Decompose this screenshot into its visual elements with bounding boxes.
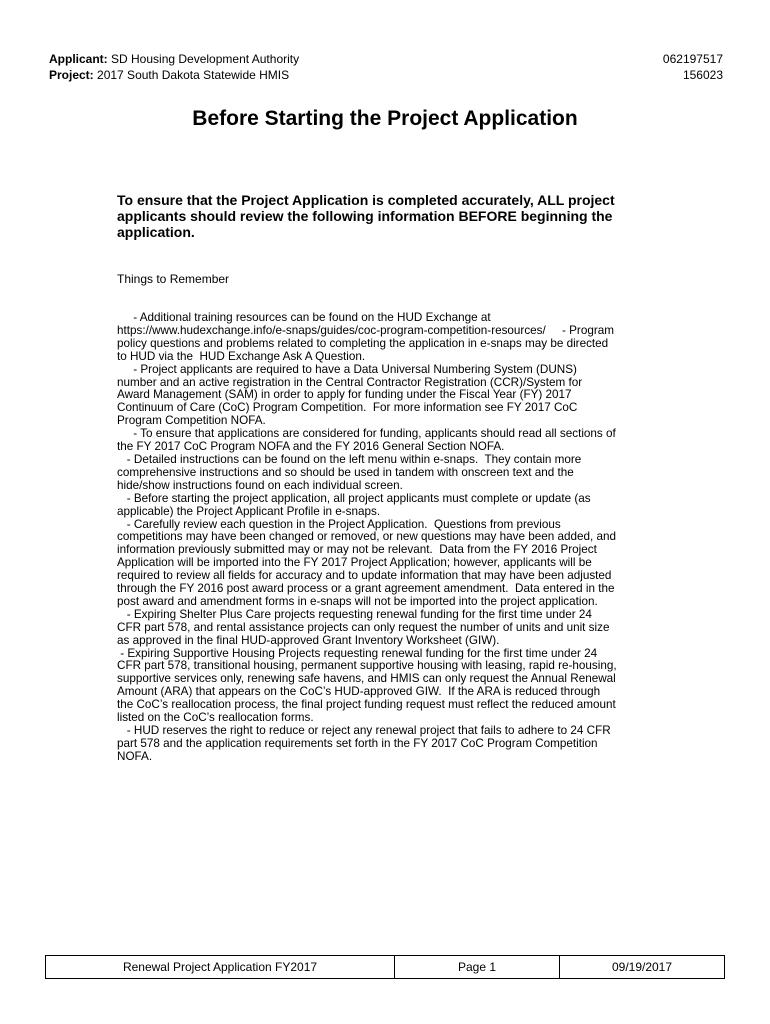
body-line: competitions may have been changed or removed, or new questions may have been added, and [117, 530, 616, 544]
footer-application-name: Renewal Project Application FY2017 [46, 956, 395, 978]
body-line: Award Management (SAM) in order to apply for funding under the Fiscal Year (FY) 2017 [117, 388, 572, 402]
things-to-remember-heading: Things to Remember [117, 272, 230, 286]
intro-paragraph: To ensure that the Project Application is completed accurately, ALL project applicants should review the following information BEFORE beginning the application. [117, 192, 615, 240]
applicant-info [49, 51, 299, 67]
project-name: 2017 South Dakota Statewide HMIS [97, 68, 290, 82]
body-line: - Additional training resources can be found on the HUD Exchange at [117, 311, 491, 324]
body-line: applicable) the Project Applicant Profile in e-snaps. [117, 504, 381, 518]
body-line: the CoC’s reallocation process, the final project funding request must reflect the reduced amount [117, 698, 616, 712]
body-line: the FY 2017 CoC Program NOFA and the FY 2016 General Section NOFA. [117, 440, 505, 454]
body-line: comprehensive instructions and so should be used in tandem with onscreen text and the [117, 465, 574, 479]
instructions-body [117, 312, 662, 764]
body-line: information previously submitted may or may not be relevant. Data from the FY 2016 Project [117, 543, 597, 557]
body-line: number and an active registration in the Central Contractor Registration (CCR)/System for [117, 375, 583, 389]
applicant-label: Applicant: [49, 52, 108, 66]
applicant-row [49, 51, 723, 67]
body-line: - Project applicants are required to have a Data Universal Numbering System (DUNS) [117, 362, 577, 376]
body-line: NOFA. [117, 749, 153, 763]
body-line: through the FY 2016 post award process or a grant agreement amendment. Data entered in the [117, 582, 615, 596]
applicant-number: 062197517 [662, 52, 723, 66]
body-line: listed on the CoC’s reallocation forms. [117, 711, 314, 725]
body-line: CFR part 578, transitional housing, permanent supportive housing with leasing, rapid re-housing, [117, 659, 617, 673]
footer-page-number: Page 1 [395, 956, 560, 978]
body-line: - Expiring Shelter Plus Care projects requesting renewal funding for the first time under 24 [117, 607, 592, 621]
project-label: Project: [49, 68, 94, 82]
body-line: hide/show instructions found on each individual screen. [117, 478, 403, 492]
footer-date: 09/19/2017 [611, 960, 673, 974]
body-line: post award and amendment forms in e-snaps will not be imported into the project application. [117, 594, 598, 608]
body-line: Amount (ARA) that appears on the CoC’s HUD-approved GIW. If the ARA is reduced through [117, 685, 601, 699]
body-line: required to review all fields for accuracy and to update information that may have been adjusted [117, 569, 612, 583]
body-line: Application will be imported into the FY 2017 Project Application; however, applicants will be [117, 556, 592, 570]
body-line: supportive services only, renewing safe havens, and HMIS can only request the Annual Renewal [117, 672, 616, 686]
body-line: Continuum of Care (CoC) Program Competition. For more information see FY 2017 CoC [117, 401, 578, 415]
body-line: policy questions and problems related to completing the application in e-snaps may be directed [117, 336, 609, 350]
body-line: - Carefully review each question in the Project Application. Questions from previous [117, 517, 561, 531]
body-line: to HUD via the HUD Exchange Ask A Question. [117, 349, 366, 363]
body-line: part 578 and the application requirements set forth in the FY 2017 CoC Program Competition [117, 736, 598, 750]
body-line: - To ensure that applications are considered for funding, applicants should read all sections of [117, 427, 616, 441]
page-title: Before Starting the Project Application [192, 107, 578, 130]
project-number: 156023 [682, 68, 723, 82]
body-line: - Expiring Supportive Housing Projects requesting renewal funding for the first time under 24 [117, 646, 598, 660]
body-line: https://www.hudexchange.info/e-snaps/guides/coc-program-competition-resources/ - Program [117, 323, 614, 337]
page-footer [45, 955, 725, 979]
applicant-name: SD Housing Development Authority [111, 52, 300, 66]
body-line: - Detailed instructions can be found on the left menu within e-snaps. They contain more [117, 452, 582, 466]
project-row [49, 67, 723, 83]
body-line: - HUD reserves the right to reduce or reject any renewal project that fails to adhere to 24 CFR [117, 724, 611, 737]
project-info [49, 67, 289, 83]
body-line: Program Competition NOFA. [117, 414, 266, 428]
body-line: CFR part 578, and rental assistance projects can only request the number of units and unit size [117, 620, 610, 634]
body-line: as approved in the final HUD-approved Grant Inventory Worksheet (GIW). [117, 633, 500, 647]
page-header [49, 51, 723, 83]
body-line: - Before starting the project application, all project applicants must complete or update (as [117, 491, 591, 505]
